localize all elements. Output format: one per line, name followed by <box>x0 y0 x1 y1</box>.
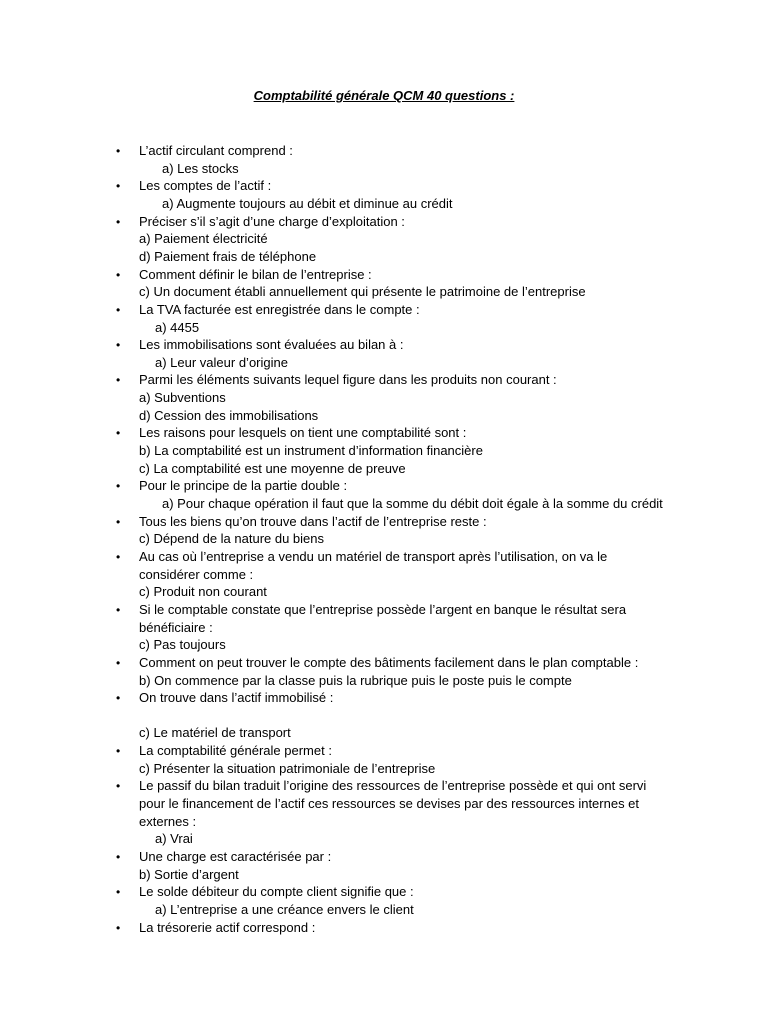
answer-text: a) Subventions <box>139 390 226 406</box>
answer-text: a) Augmente toujours au débit et diminue au crédit <box>162 195 453 211</box>
question-text: Le solde débiteur du compte client signifie que : <box>139 884 414 900</box>
answer-text: bénéficiaire : <box>139 619 213 635</box>
answer-text: d) Paiement frais de téléphone <box>139 248 317 264</box>
answer-text: a) Pour chaque opération il faut que la somme du débit doit égale à la somme du crédit <box>162 496 663 511</box>
answer-text: c) La comptabilité est une moyenne de preuve <box>139 460 406 476</box>
question-text: Préciser s’il s’agit d’une charge d’exploitation : <box>139 213 405 229</box>
question-text: Parmi les éléments suivants lequel figure dans les produits non courant : <box>139 372 557 388</box>
answer-text: c) Dépend de la nature du biens <box>139 531 325 547</box>
answer-text: b) La comptabilité est un instrument d’information financière <box>139 443 483 459</box>
bullet-icon: • <box>116 920 121 935</box>
question-text: Comment on peut trouver le compte des bâtiments facilement dans le plan comptable : <box>139 654 639 670</box>
bullet-icon: • <box>116 338 121 353</box>
question-text: On trouve dans l’actif immobilisé : <box>139 690 334 706</box>
bullet-icon: • <box>116 373 121 388</box>
document-title: Comptabilité générale QCM 40 questions : <box>253 88 515 103</box>
answer-text: a) Paiement électricité <box>139 231 268 247</box>
answer-text: a) 4455 <box>155 319 200 335</box>
question-text: La trésorerie actif correspond : <box>139 919 316 935</box>
bullet-icon: • <box>116 179 121 194</box>
bullet-icon: • <box>116 691 121 706</box>
answer-text: a) L’entreprise a une créance envers le client <box>155 901 414 917</box>
bullet-icon: • <box>116 426 121 441</box>
answer-text: considérer comme : <box>139 566 254 582</box>
question-text: L’actif circulant comprend : <box>139 143 293 158</box>
question-text: Comment définir le bilan de l’entreprise : <box>139 266 372 282</box>
answer-text: c) Le matériel de transport <box>139 725 291 741</box>
question-text: Pour le principe de la partie double : <box>139 478 348 494</box>
question-text: Les comptes de l’actif : <box>139 178 272 194</box>
question-text: La comptabilité générale permet : <box>139 743 332 759</box>
answer-text: pour le financement de l’actif ces ressources se devises par des ressources internes et <box>139 796 640 812</box>
question-text: Si le comptable constate que l’entreprise possède l’argent en banque le résultat sera <box>139 601 627 617</box>
bullet-icon: • <box>116 479 121 494</box>
bullet-icon: • <box>116 602 121 617</box>
answer-text: c) Produit non courant <box>139 584 267 600</box>
bullet-icon: • <box>116 144 121 158</box>
answer-text: c) Présenter la situation patrimoniale de l’entreprise <box>139 760 436 776</box>
question-text: Le passif du bilan traduit l’origine des ressources de l’entreprise possède et qui ont servi <box>139 778 647 794</box>
question-text: La TVA facturée est enregistrée dans le compte : <box>139 301 420 317</box>
question-text: Les immobilisations sont évaluées au bilan à : <box>139 337 404 353</box>
answer-text: a) Leur valeur d’origine <box>155 354 288 370</box>
question-text: Une charge est caractérisée par : <box>139 849 332 864</box>
answer-text: d) Cession des immobilisations <box>139 407 319 423</box>
answer-text: c) Pas toujours <box>139 637 226 653</box>
bullet-icon: • <box>116 214 121 229</box>
question-text: Au cas où l’entreprise a vendu un matériel de transport après l’utilisation, on va le <box>139 548 608 564</box>
bullet-icon: • <box>116 514 121 529</box>
answer-text: b) On commence par la classe puis la rubrique puis le poste puis le compte <box>139 672 572 688</box>
question-text: Tous les biens qu’on trouve dans l’actif de l’entreprise reste : <box>139 513 487 529</box>
answer-text: a) Vrai <box>155 831 193 847</box>
bullet-icon: • <box>116 744 121 759</box>
bullet-icon: • <box>116 302 121 317</box>
answer-text: a) Les stocks <box>162 160 239 176</box>
bullet-icon: • <box>116 779 121 794</box>
bullet-icon: • <box>116 885 121 900</box>
answer-text: c) Un document établi annuellement qui présente le patrimoine de l’entreprise <box>139 284 586 300</box>
bullet-icon: • <box>116 549 121 564</box>
answer-text: b) Sortie d’argent <box>139 866 239 882</box>
answer-text: externes : <box>139 813 197 829</box>
bullet-icon: • <box>116 850 121 864</box>
question-text: Les raisons pour lesquels on tient une comptabilité sont : <box>139 425 467 441</box>
bullet-icon: • <box>116 267 121 282</box>
bullet-icon: • <box>116 655 121 670</box>
